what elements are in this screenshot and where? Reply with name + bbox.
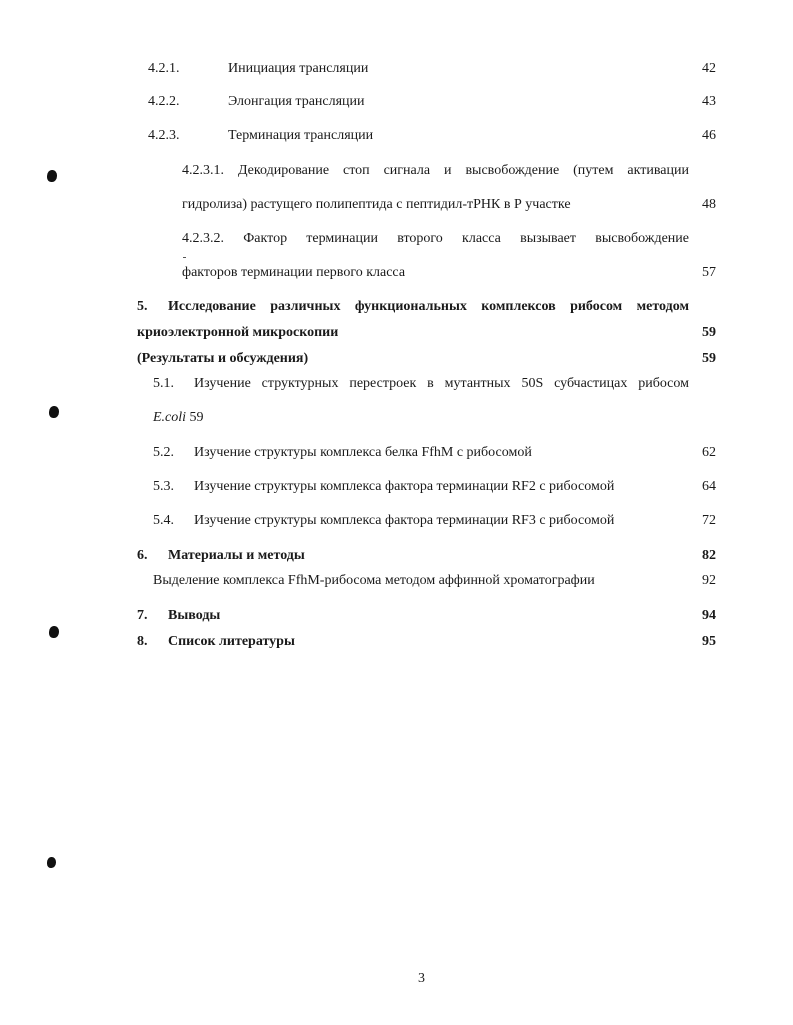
toc-page: 82	[702, 548, 716, 563]
toc-number: 5.4.	[153, 513, 174, 528]
toc-page-2: 59	[702, 351, 716, 366]
toc-number: 7.	[137, 608, 148, 623]
scan-mark	[183, 257, 186, 258]
toc-title-line1: Изучение структурных перестроек в мутантных 50S субчастицах рибосом	[194, 376, 689, 391]
toc-title: Элонгация трансляции	[228, 94, 365, 109]
toc-page: 94	[702, 608, 716, 623]
toc-number: 5.2.	[153, 445, 174, 460]
toc-page: 59	[189, 410, 204, 425]
toc-page: 59	[702, 325, 716, 340]
toc-page: 57	[702, 265, 716, 280]
toc-page: 48	[702, 197, 716, 212]
toc-title: Материалы и методы	[168, 548, 305, 563]
punch-hole-1	[47, 170, 57, 182]
toc-page: 72	[702, 513, 716, 528]
organism-name: E.coli	[153, 410, 187, 425]
toc-page: 46	[702, 128, 716, 143]
toc-title-line2: факторов терминации первого класса	[182, 265, 406, 280]
toc-number: 5.	[137, 299, 148, 314]
toc-page: 95	[702, 634, 716, 649]
toc-number: 5.3.	[153, 479, 174, 494]
toc-page: 64	[702, 479, 716, 494]
toc-page: 92	[702, 573, 716, 588]
punch-hole-3	[49, 626, 59, 638]
toc-title: Изучение структуры комплекса белка FfhM с рибосомой	[194, 445, 532, 460]
toc-title-line3: (Результаты и обсуждения)	[137, 351, 309, 366]
toc-title-line1: 4.2.3.1. Декодирование стоп сигнала и высвобождение (путем активации	[182, 163, 689, 178]
toc-title: Изучение структуры комплекса фактора терминации RF2 с рибосомой	[194, 479, 615, 494]
toc-number: 6.	[137, 548, 148, 563]
toc-title: Список литературы	[168, 634, 295, 649]
toc-title: Инициация трансляции	[228, 61, 369, 76]
toc-number: 4.2.2.	[148, 94, 180, 109]
punch-hole-2	[49, 406, 59, 418]
toc-number: 5.1.	[153, 376, 174, 391]
toc-title: Терминация трансляции	[228, 128, 374, 143]
toc-number: 8.	[137, 634, 148, 649]
punch-hole-4	[47, 857, 56, 868]
toc-page: 42	[702, 61, 716, 76]
toc-number: 4.2.1.	[148, 61, 180, 76]
page-number: 3	[418, 971, 425, 986]
toc-title: Выводы	[168, 608, 221, 623]
toc-title: Выделение комплекса FfhM-рибосома методом аффинной хроматографии	[153, 573, 595, 588]
toc-title-line1: Исследование различных функциональных комплексов рибосом методом	[168, 299, 689, 314]
toc-title-line1: 4.2.3.2. Фактор терминации второго класса вызывает высвобождение	[182, 231, 689, 246]
toc-number: 4.2.3.	[148, 128, 180, 143]
toc-title-line2: гидролиза) растущего полипептида с пептидил-тРНК в Р участке	[182, 197, 571, 212]
toc-page: 62	[702, 445, 716, 460]
toc-page: 43	[702, 94, 716, 109]
toc-title: Изучение структуры комплекса фактора терминации RF3 с рибосомой	[194, 513, 615, 528]
toc-title-line2: криоэлектронной микроскопии	[137, 325, 339, 340]
toc-title-line2	[153, 410, 204, 426]
